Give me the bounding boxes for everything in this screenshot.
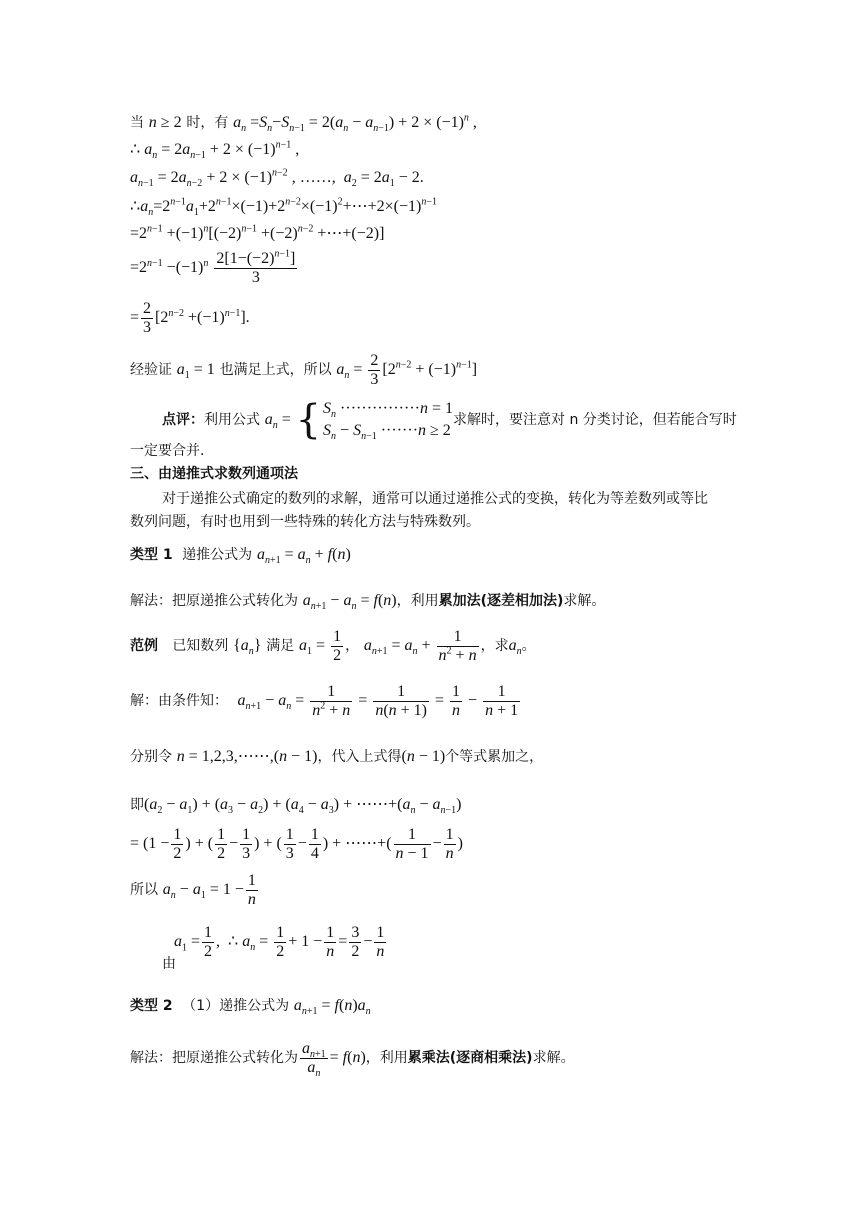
line-result: = $\frac{2}{3}$ $[2^{n-2} +(-1)^{n-1}]$. (130, 300, 250, 336)
comment-line: 点评：利用公式 $a_n$ = { $S_n \cdot\cdot\cdot\cdot\cdot\cdot\cdot\cdot\cdot\cdot\cdot\cdot\cdot\cdot\cdot n = 1$ $S_n - S_{n-1} \cdot\cdot\cdot\cdot\cdot\cdot\cdot n \ge 2$ 求解时，要注意对 n 分类讨论，但若能合写时 (162, 397, 737, 443)
math-n-ge-2: n ≥ 2 (148, 114, 182, 131)
line-recursion-chain: $a_{n-1} = 2a_{n-2} + 2 \times (-1)^{n-2}$ , ……, $a_2 = 2a_1 - 2$. (130, 167, 424, 190)
comment-line-2: 一定要合并. (130, 443, 205, 459)
paragraph-line-1: 对于递推公式确定的数列的求解，通常可以通过递推公式的变换，转化为等差数列或等比 (162, 491, 708, 507)
line-factorized: $=2^{n-1} +(-1)^n[(-2)^{n-1} +(-2)^{n-2}$ +⋯+(−2)] (130, 223, 385, 242)
type1-heading: 类型 1 递推公式为 $a_{n+1} = a_n + f(n)$ (130, 546, 351, 567)
paragraph-line-2: 数列问题，有时也用到一些特殊的转化方法与特殊数列。 (130, 514, 480, 530)
you-label: 由 (162, 956, 176, 972)
line-therefore-an: ∴ $a_n = 2a_{n-1} + 2 \times (-1)^{n-1}$ , (130, 139, 300, 162)
method2-line: 解法：把原递推公式转化为 $\frac{a_{n+1}}{a_n}$ = f(n)，利用累乘法(逐商相乘法)求解。 (130, 1040, 575, 1080)
type2-heading: 类型 2 （1）递推公式为 $a_{n+1} = f(n)a_n$ (130, 997, 371, 1018)
line-geometric-sum: $=2^{n-1} -(-1)^n$ $\frac{2[1-(-2)^{n-1}]}{3}$ (130, 248, 296, 286)
math-an-expression: $a_n =S_n-S_{n-1} = 2(a_n - a_{n-1}) + 2 \times (-1)^n$ , (233, 112, 477, 135)
section-title: 三、由递推式求数列通项法 (130, 466, 298, 482)
method1-line: 解法：把原递推公式转化为 $a_{n+1} - a_n = f(n)$，利用累加法(逐差相加法)求解。 (130, 592, 606, 613)
final-answer-line: $a_1$ = $\frac{1}{2}$ , ∴ $a_n$ = $\frac{1}{2}$ + 1 − $\frac{1}{n}$ = $\frac{3}{2}$ − $\frac{1}{n}$ (174, 924, 385, 960)
solution-line: 解：由条件知： $a_{n+1} - a_n$ = $\frac{1}{n^2 + n}$ = $\frac{1}{n(n + 1)}$ = $\frac{1}{n}$ − $\frac{1}{n + 1}$ (130, 683, 519, 719)
result-difference-line: 所以 $a_n - a_1 = 1$ − $\frac{1}{n}$ (130, 872, 256, 908)
line-sn-difference: 当 n ≥ 2 时，有 $a_n =S_n-S_{n-1} = 2(a_n - a_{n-1}) + 2 \times (-1)^n$ , (130, 112, 477, 135)
summation-line: 分别令 n = 1,2,3,⋯⋯,(n − 1)，代入上式得(n − 1)个等式累加之， (130, 748, 544, 765)
line-expansion: $\therefore a_n=2^{n-1}a_1+2^{n-1}\times(-1)+2^{n-2}\times(-1)^2+\cdots+2\times(-1)^{n-1}$ (130, 196, 437, 219)
telescoping-line: 即$(a_2 - a_1) + (a_3 - a_2) + (a_4 - a_3)$ + $\cdots\cdots+(a_n - a_{n-1})$ (130, 796, 462, 817)
fraction-sum-line: = (1 − $\frac{1}{2}$ ) + ( $\frac{1}{2}$ − $\frac{1}{3}$ ) + ( $\frac{1}{3}$ − $\frac{1}{4}$ ) + ⋯⋯+( $\frac{1}{n - 1}$ − $\frac{1}{n}$ ) (130, 826, 463, 862)
example-line: 范例 已知数列 $\{a_n\}$ 满足 $a_1$ = $\frac{1}{2}$ ， $a_{n+1} = a_n$ + $\frac{1}{n^2 + n}$ ，求$a_n$。 (130, 628, 536, 664)
line-verification: 经验证 $a_1 = 1$ 也满足上式，所以 $a_n$ = $\frac{2}{3}$ $[2^{n-2} + (-1)^{n-1}]$ (130, 352, 478, 388)
